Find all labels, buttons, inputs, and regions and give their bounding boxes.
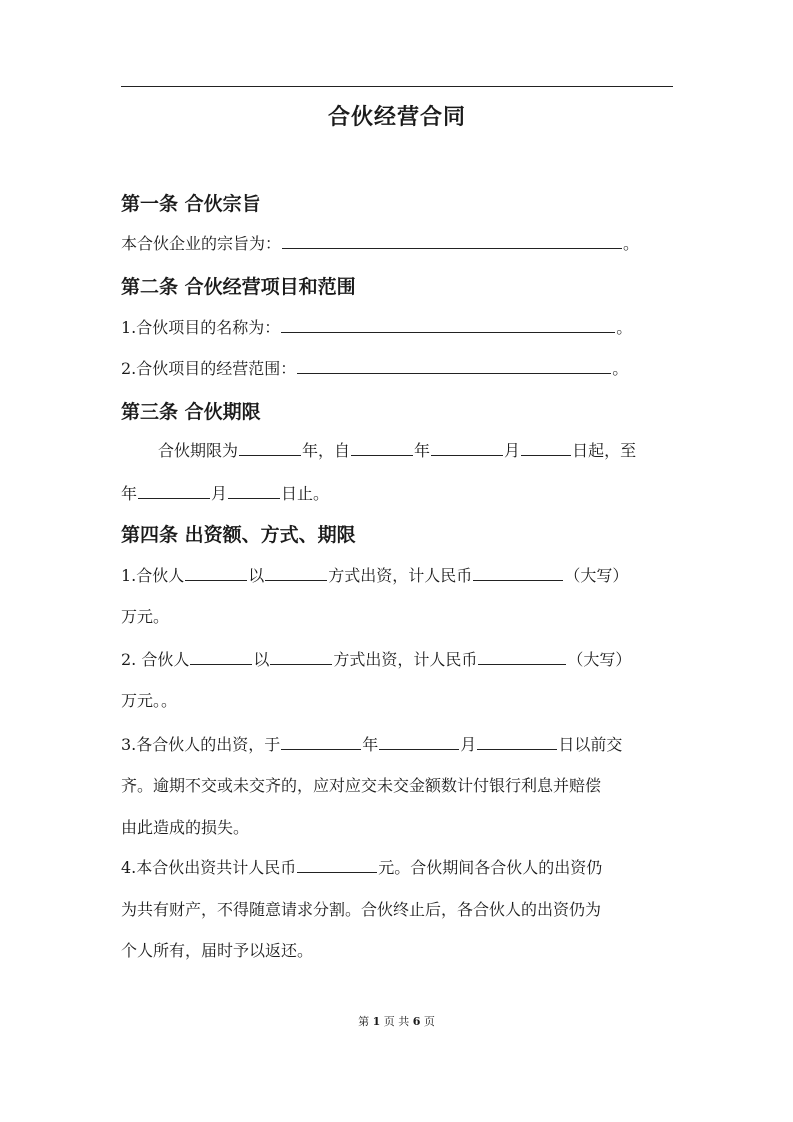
item-text: 方式出资，计人民币 [333, 650, 478, 669]
start-month-blank[interactable] [431, 439, 503, 456]
section-2-line-2 [121, 357, 673, 380]
method-1-blank[interactable] [265, 564, 327, 581]
item-text: 3.各合伙人的出资，于 [121, 735, 281, 754]
section-1-line-1 [121, 232, 673, 255]
end-month-blank[interactable] [228, 482, 280, 499]
total-pages-number: 6 [412, 1015, 421, 1028]
item-text: 1.合伙人 [121, 566, 185, 585]
footer-text: 页 共 [383, 1015, 410, 1028]
item-3-line-3: 由此造成的损失。 [121, 818, 250, 837]
item-3-line-1 [121, 733, 673, 756]
project-name-blank[interactable] [281, 316, 615, 333]
item-2-line-2: 万元。。 [121, 691, 178, 710]
punct: 。 [623, 234, 640, 253]
footer-text: 第 [358, 1015, 370, 1028]
section-4-heading: 第四条 出资额、方式、期限 [121, 524, 356, 546]
item-text: 方式出资，计人民币 [328, 566, 473, 585]
page-footer [0, 1013, 793, 1029]
item-text: （大写） [564, 566, 629, 585]
item-text: 以 [248, 566, 265, 585]
item-text: 元。合伙期间各合伙人的出资仍 [378, 858, 603, 877]
item-text: 年 [362, 735, 379, 754]
section-2-heading: 第二条 合伙经营项目和范围 [121, 276, 356, 298]
total-amount-blank[interactable] [297, 856, 377, 873]
end-year-blank[interactable] [138, 482, 210, 499]
item-text: 月 [460, 735, 477, 754]
item-text: 以 [253, 650, 270, 669]
term-text: 月 [504, 441, 521, 460]
term-text: 年 [121, 484, 138, 503]
project-scope-blank[interactable] [297, 357, 611, 374]
start-year-blank[interactable] [351, 439, 413, 456]
deadline-month-blank[interactable] [379, 733, 459, 750]
start-day-blank[interactable] [521, 439, 571, 456]
item-text: 2. 合伙人 [121, 650, 190, 669]
project-name-label: 1.合伙项目的名称为： [121, 318, 281, 337]
item-4-line-3: 个人所有，届时予以返还。 [121, 941, 314, 960]
header-rule [121, 86, 673, 87]
section-3-line-2 [121, 482, 673, 505]
amount-2-blank[interactable] [478, 648, 566, 665]
item-text: 日以前交 [558, 735, 623, 754]
partner-2-blank[interactable] [190, 648, 252, 665]
term-text: 年 [414, 441, 431, 460]
document-title: 合伙经营合同 [327, 105, 466, 130]
term-years-blank[interactable] [239, 439, 301, 456]
term-text: 年，自 [302, 441, 351, 460]
section-2-line-1 [121, 316, 673, 339]
project-scope-label: 2.合伙项目的经营范围： [121, 359, 297, 378]
item-text: （大写） [567, 650, 632, 669]
term-text: 合伙期限为 [158, 441, 239, 460]
method-2-blank[interactable] [270, 648, 332, 665]
item-4-line-1 [121, 856, 673, 879]
current-page-number: 1 [372, 1015, 381, 1028]
amount-1-blank[interactable] [473, 564, 563, 581]
section-3-line-1 [121, 439, 673, 462]
term-text: 日止。 [281, 484, 330, 503]
purpose-blank[interactable] [282, 232, 622, 249]
item-1-line-1 [121, 564, 673, 587]
item-1-line-2: 万元。 [121, 607, 170, 626]
deadline-day-blank[interactable] [477, 733, 557, 750]
purpose-label: 本合伙企业的宗旨为： [121, 234, 282, 253]
section-1-heading: 第一条 合伙宗旨 [121, 193, 261, 215]
term-text: 月 [211, 484, 228, 503]
term-text: 日起，至 [572, 441, 637, 460]
punct: 。 [612, 359, 629, 378]
footer-text: 页 [423, 1015, 435, 1028]
item-text: 4.本合伙出资共计人民币 [121, 858, 297, 877]
punct: 。 [616, 318, 633, 337]
item-4-line-2: 为共有财产，不得随意请求分割。合伙终止后，各合伙人的出资仍为 [121, 900, 602, 919]
item-3-line-2: 齐。逾期不交或未交齐的，应对应交未交金额数计付银行利息并赔偿 [121, 776, 602, 795]
partner-1-blank[interactable] [185, 564, 247, 581]
section-3-heading: 第三条 合伙期限 [121, 401, 261, 423]
item-2-line-1 [121, 648, 673, 671]
deadline-year-blank[interactable] [281, 733, 361, 750]
